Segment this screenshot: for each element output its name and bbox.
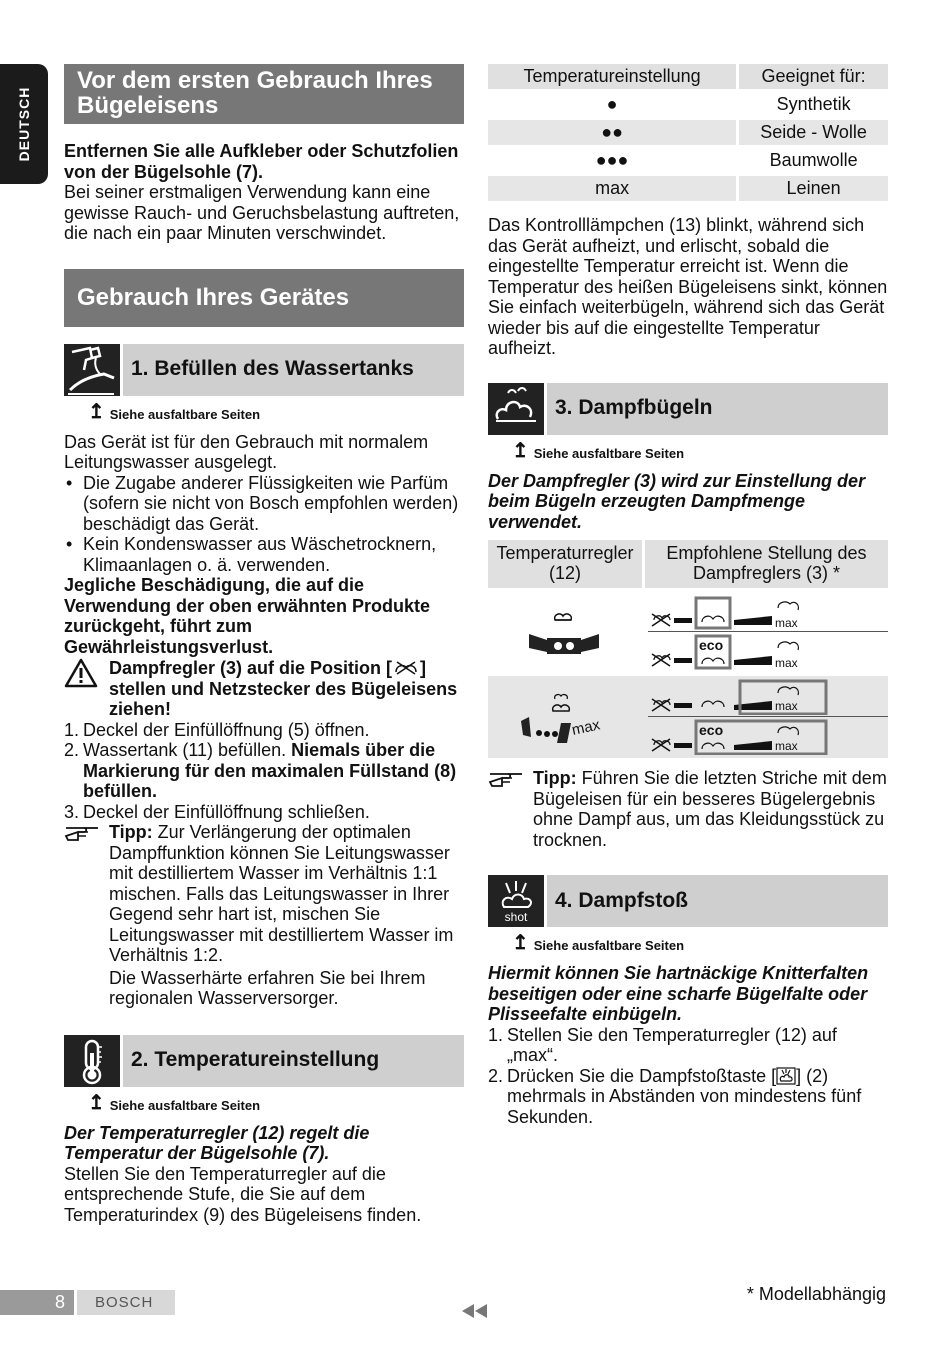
section-1-title: 1. Befüllen des Wassertanks	[123, 344, 464, 396]
col-header-fabric: Geeignet für:	[739, 64, 888, 89]
no-steam-icon	[392, 658, 420, 678]
max-label: max	[570, 716, 602, 739]
steam-scale-max	[648, 677, 888, 717]
list-item: • Kein Kondenswasser aus Wäschetrocknern, Klimaanlagen o. ä. verwenden.	[64, 534, 464, 575]
steam-shot-button-icon	[776, 1066, 796, 1086]
fold-out-reference	[88, 1093, 464, 1113]
table-header-row	[488, 64, 888, 89]
shot-label: shot	[504, 910, 528, 924]
left-column	[64, 64, 464, 1225]
tip-text-2: Die Wasserhärte erfahren Sie bei Ihrem regionalen Wasserversorger.	[109, 967, 426, 1008]
col-header-temp-regulator: Temperaturregler (12)	[488, 540, 642, 588]
max-label: max	[775, 615, 798, 630]
s4-lead: Hiermit können Sie hartnäckige Knitterfalten beseitigen oder eine scharfe Bügelfalte oder Plisseefalte einbügeln.	[488, 963, 869, 1024]
fold-arrow-icon: ↥	[512, 932, 529, 954]
language-label: DEUTSCH	[15, 86, 32, 162]
pointing-hand-icon	[488, 766, 524, 795]
max-label: max	[775, 698, 798, 713]
table-row: max Leinen	[488, 176, 888, 201]
water-fill-icon	[64, 344, 120, 396]
col-header-steam-position: Empfohlene Stellung des Dampfreglers (3) *	[645, 540, 888, 588]
eco-label: eco	[699, 637, 724, 653]
brand-label: BOSCH	[77, 1290, 175, 1315]
tip-text: Führen Sie die letzten Striche mit dem Bügeleisen für ein besseres Bügelergebnis ohne Dampf aus, um das Kleidungsstück zu trocknen.	[533, 768, 887, 850]
table-row: ● Synthetik	[488, 92, 888, 117]
steam-cloud-icon	[488, 383, 544, 435]
max-label: max	[775, 656, 798, 670]
pointing-hand-icon	[64, 820, 100, 849]
model-dependent-note: * Modellabhängig	[746, 1284, 886, 1304]
tip-label: Tipp:	[109, 822, 153, 842]
list-item: • Die Zugabe anderer Flüssigkeiten wie Parfüm (sofern sie nicht von Bosch empfohlen werden) beschädigt das Gerät.	[64, 473, 464, 535]
tip-label: Tipp:	[533, 768, 577, 788]
table-row: ●●● Baumwolle	[488, 148, 888, 173]
list-item: 1. Deckel der Einfüllöffnung (5) öffnen.	[64, 719, 370, 740]
s3-tip	[488, 768, 888, 850]
fold-out-reference	[88, 402, 464, 422]
table-row: ●● Seide - Wolle	[488, 120, 888, 145]
s1-warranty-text: Jegliche Beschädigung, die auf die Verwendung der oben erwähnten Produkte zurückgeht, führt zum Gewährleistungsverlust.	[64, 575, 431, 657]
list-item: 2. Drücken Sie die Dampfstoßtaste [ ] (2) mehrmals in Abständen von mindestens fünf Sekunden.	[488, 1065, 862, 1127]
fold-arrow-icon: ↥	[512, 439, 529, 462]
heading-first-use: Vor dem ersten Gebrauch Ihres Bügeleisens	[64, 64, 464, 124]
section-4-header	[488, 875, 888, 927]
fold-out-label: Siehe ausfaltbare Seiten	[109, 1097, 261, 1113]
dial-max-icon	[488, 676, 648, 758]
warning-triangle-icon	[64, 658, 98, 693]
heading-usage	[64, 269, 464, 327]
steam-scale-eco	[648, 632, 888, 672]
list-item: 3. Deckel der Einfüllöffnung schließen.	[64, 801, 370, 822]
s1-steps	[64, 720, 464, 823]
s1-warning	[64, 658, 464, 720]
section-4-title: 4. Dampfstoß	[547, 875, 888, 927]
max-label: max	[775, 739, 798, 753]
steam-scale-eco-max	[648, 717, 888, 757]
heading-usage-label: Gebrauch Ihres Gerätes	[77, 284, 350, 311]
col-header-setting: Temperatureinstellung	[488, 64, 739, 89]
back-arrows-icon	[462, 1302, 488, 1316]
steam-shot-icon	[488, 875, 544, 927]
fold-out-reference	[512, 441, 888, 461]
temperature-table	[488, 61, 888, 204]
fold-arrow-icon: ↥	[88, 1091, 105, 1114]
dial-two-dots-icon	[488, 591, 648, 673]
table-row	[488, 591, 888, 673]
page-number: 8	[0, 1290, 74, 1315]
section-3-header	[488, 383, 888, 435]
language-tab	[0, 64, 48, 184]
steam-scale-default	[648, 592, 888, 632]
fold-out-label: Siehe ausfaltbare Seiten	[533, 938, 685, 953]
section-2-header	[64, 1035, 464, 1087]
s1-tip	[64, 822, 464, 1009]
tip-text: Zur Verlängerung der optimalen Dampffunktion können Sie Leitungswasser mit destilliertem Wasser im Verhältnis 1:1 mischen. Falls das Leitungswasser in Ihrer Gegend sehr hart ist, mischen Sie Leitungswasser mit destilliertem Wasser im Verhältnis 1:2.	[109, 822, 454, 965]
section-2-title: 2. Temperatureinstellung	[123, 1035, 464, 1087]
section-1-header	[64, 344, 464, 396]
steam-table-header	[488, 540, 888, 588]
s2-lead: Der Temperaturregler (12) regelt die Temperatur der Bügelsohle (7).	[64, 1122, 370, 1163]
warning-text-a: Dampfregler (3) auf die Position [	[109, 658, 393, 678]
s4-steps	[488, 1025, 888, 1128]
s2-text: Stellen Sie den Temperaturregler auf die entsprechende Stufe, die Sie auf dem Temperaturindex (9) des Bügeleisens finden.	[64, 1163, 422, 1225]
s3-lead: Der Dampfregler (3) wird zur Einstellung der beim Bügeln erzeugten Dampfmenge verwendet.	[488, 470, 866, 532]
right-column	[488, 64, 888, 1127]
lamp-text: Das Kontrolllämpchen (13) blinkt, während sich das Gerät aufheizt, und erlischt, sobald die eingestellte Temperatur erreicht ist. Wenn die Temperatur des heißen Bügeleisens sinkt, können Sie einfach weiterbügeln, während sich das Gerät wieder bis auf die eingestellte Temperatur aufheizt.	[488, 215, 888, 358]
section-3-title: 3. Dampfbügeln	[547, 383, 888, 435]
fold-out-label: Siehe ausfaltbare Seiten	[533, 445, 685, 461]
list-item: 2. Wassertank (11) befüllen. Niemals über die Markierung für den maximalen Füllstand (8) befüllen.	[64, 740, 457, 801]
warning-text-b: ] stellen und Netzstecker des Bügeleisens ziehen!	[109, 658, 458, 719]
steam-table	[488, 540, 888, 758]
first-use-text: Bei seiner erstmaligen Verwendung kann eine gewisse Rauch- und Geruchsbelastung auftreten, die nach ein paar Minuten verschwindet.	[64, 182, 460, 243]
fold-out-reference	[512, 933, 888, 953]
list-item: 1. Stellen Sie den Temperaturregler (12) auf „max“.	[488, 1024, 837, 1065]
table-row	[488, 676, 888, 758]
s1-bullet-list	[64, 473, 464, 576]
eco-label: eco	[699, 722, 724, 738]
fold-out-label: Siehe ausfaltbare Seiten	[109, 406, 261, 422]
fold-arrow-icon: ↥	[88, 400, 105, 423]
remove-stickers-text: Entfernen Sie alle Aufkleber oder Schutzfolien von der Bügelsohle (7).	[64, 141, 459, 182]
s1-intro: Das Gerät ist für den Gebrauch mit normalem Leitungswasser ausgelegt.	[64, 431, 429, 472]
thermometer-icon	[64, 1035, 120, 1087]
